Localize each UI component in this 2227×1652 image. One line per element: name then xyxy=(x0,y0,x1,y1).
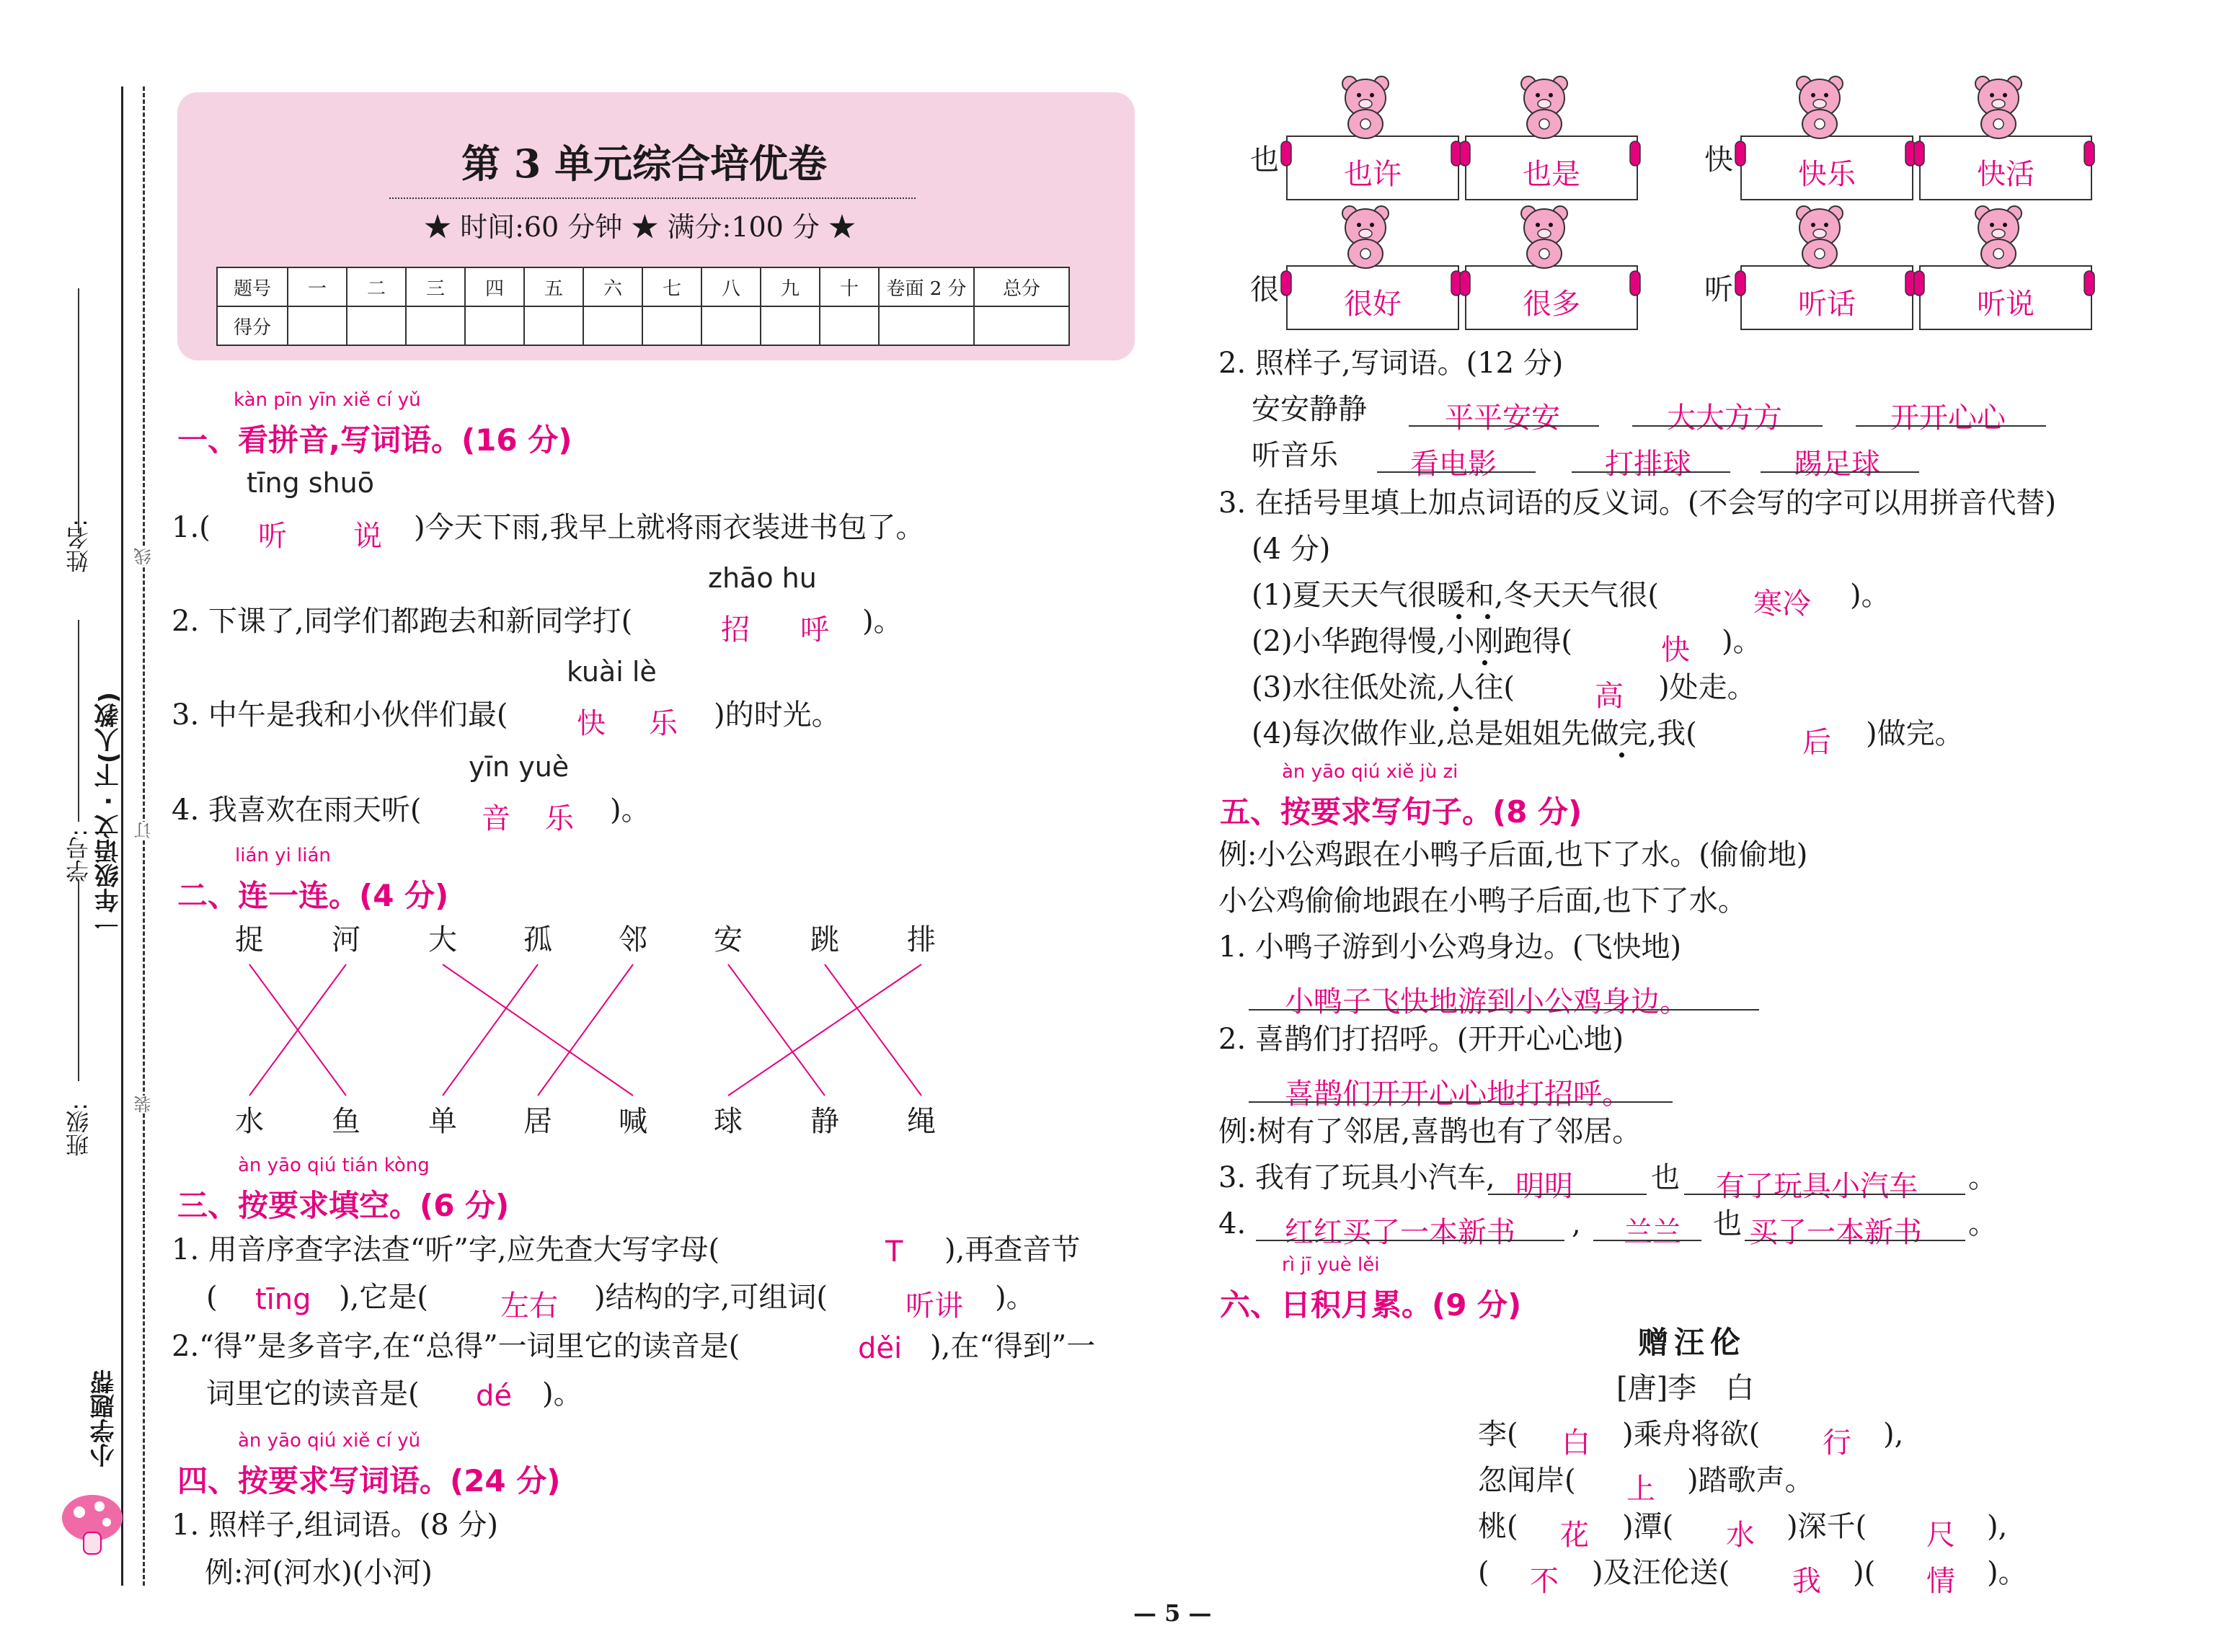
s5-answer-4b[interactable]: 兰兰 xyxy=(1624,1216,1681,1249)
poem-line1: 李( xyxy=(1478,1418,1518,1451)
s5-answer-3a[interactable]: 明明 xyxy=(1515,1170,1573,1203)
s3-answer-word[interactable]: 听讲 xyxy=(906,1289,963,1323)
s3-line2-open: ( xyxy=(206,1281,218,1314)
poem-answer[interactable]: 白 xyxy=(1562,1426,1590,1460)
cut-mark-3: 装 xyxy=(131,1096,156,1113)
poem-line4-mid: )及汪伦送( xyxy=(1592,1556,1730,1589)
match-bottom-4[interactable]: 居 xyxy=(523,1105,552,1138)
s5-answer-4c[interactable]: 买了一本新书 xyxy=(1749,1216,1922,1249)
score-cell: 九 xyxy=(761,267,820,306)
s3-answer-dei[interactable]: děi xyxy=(858,1332,903,1365)
score-cell: 七 xyxy=(642,267,701,306)
q2-text: 2. 下课了,同学们都跑去和新同学打( xyxy=(172,605,633,638)
s3-line2-mid2: )结构的字,可组词( xyxy=(594,1281,828,1314)
q3-answer-1[interactable]: 快 xyxy=(577,707,606,740)
poem-answer[interactable]: 水 xyxy=(1726,1519,1755,1552)
s1-title: 一、看拼音,写词语。(16 分) xyxy=(177,422,572,458)
score-cell: 卷面 2 分 xyxy=(879,267,974,306)
s5-example2: 例:树有了邻居,喜鹊也有了邻居。 xyxy=(1218,1115,1642,1148)
rq3-title: 3. 在括号里填上加点词语的反义词。(不会写的字可以用拼音代替) xyxy=(1218,487,2057,520)
s5-answer-4a[interactable]: 红红买了一本新书 xyxy=(1285,1216,1515,1249)
rq2-title: 2. 照样子,写词语。(12 分) xyxy=(1218,347,1564,380)
s4-q1: 1. 照样子,组词语。(8 分) xyxy=(172,1509,498,1542)
s3-line1-end: ),再查音节 xyxy=(944,1233,1081,1266)
score-cell: 总分 xyxy=(974,267,1069,306)
cut-mark-2: 订 xyxy=(131,822,156,839)
rq3-item2: (2)小华跑得慢,小刚跑得( xyxy=(1252,625,1572,658)
poem-line1-end: ), xyxy=(1883,1418,1904,1451)
emphasis-dot xyxy=(1485,614,1490,619)
answer-line xyxy=(1256,1240,1564,1241)
s5-example1-answer: 小公鸡偷偷地跟在小鸭子后面,也下了水。 xyxy=(1218,884,1747,918)
answer-line xyxy=(1745,1240,1965,1241)
poem-line3: 桃( xyxy=(1478,1510,1518,1543)
poem-line3-mid: )潭( xyxy=(1622,1510,1674,1543)
s4-example: 例:河(河水)(小河) xyxy=(205,1556,433,1589)
rq2-answer-3[interactable]: 开开心心 xyxy=(1890,401,2006,435)
s2-pinyin: lián yi lián xyxy=(235,845,331,866)
rq2-example2: 听音乐 xyxy=(1252,439,1338,472)
q3-close: )的时光。 xyxy=(714,698,841,732)
match-top-5[interactable]: 邻 xyxy=(619,923,647,956)
rq3-item1-end: )。 xyxy=(1850,579,1890,612)
q2-close: )。 xyxy=(862,605,903,638)
match-bottom-3[interactable]: 单 xyxy=(428,1105,457,1138)
match-top-6[interactable]: 安 xyxy=(714,923,743,956)
answer-line xyxy=(1249,1009,1759,1011)
q1-answer-1[interactable]: 听 xyxy=(258,520,287,553)
poem-answer[interactable]: 花 xyxy=(1560,1519,1589,1552)
s3-line4: 词里它的读音是( xyxy=(206,1377,420,1411)
s5-q3-end: 。 xyxy=(1968,1161,1997,1194)
rq2-answer-1[interactable]: 平平安安 xyxy=(1445,401,1560,435)
rq2-answer-5[interactable]: 打排球 xyxy=(1605,448,1691,481)
score-cell: 题号 xyxy=(217,267,288,306)
word-card-label[interactable]: 也是 xyxy=(1523,158,1580,191)
s3-answer-letter[interactable]: T xyxy=(885,1235,903,1269)
rq2-answer-2[interactable]: 大大方方 xyxy=(1667,401,1782,435)
answer-line xyxy=(1409,425,1599,427)
match-top-4[interactable]: 孤 xyxy=(523,923,552,956)
score-cell: 五 xyxy=(524,267,583,306)
s3-answer-de[interactable]: dé xyxy=(476,1380,512,1413)
s5-q4-comma: , xyxy=(1572,1207,1581,1240)
poem-author: [唐]李 白 xyxy=(1616,1372,1755,1405)
poem-answer[interactable]: 上 xyxy=(1626,1473,1655,1506)
match-bottom-2[interactable]: 鱼 xyxy=(332,1105,360,1138)
s6-pinyin: rì jī yuè lěi xyxy=(1282,1254,1380,1276)
s4-title: 四、按要求写词语。(24 分) xyxy=(177,1463,561,1498)
s3-line3: 2.“得”是多音字,在“总得”一词里它的读音是( xyxy=(172,1330,740,1363)
q3-pinyin: kuài lè xyxy=(567,656,657,688)
card-char-hen: 很 xyxy=(1250,273,1279,306)
match-top-8[interactable]: 排 xyxy=(907,923,936,956)
answer-line xyxy=(1572,471,1730,473)
rq3-item4-end: )做完。 xyxy=(1866,717,1964,750)
rq3-item2-end: )。 xyxy=(1722,625,1762,658)
rq3-title-points: (4 分) xyxy=(1252,533,1331,566)
s5-answer-2[interactable]: 喜鹊们开开心心地打招呼。 xyxy=(1285,1078,1631,1111)
emphasis-dot xyxy=(1482,660,1487,665)
answer-line xyxy=(1632,425,1823,427)
cut-mark-1: 线 xyxy=(131,548,156,565)
q4-close: )。 xyxy=(610,794,650,827)
q1-open: 1.( xyxy=(172,511,211,544)
score-cell: 十 xyxy=(820,267,879,306)
q4-pinyin: yīn yuè xyxy=(469,751,570,783)
s3-line1: 1. 用音序查字法查“听”字,应先查大写字母( xyxy=(172,1233,720,1266)
poem-line4-end: )。 xyxy=(1987,1556,2027,1589)
card-char-kuai: 快 xyxy=(1704,143,1733,177)
s4-pinyin: àn yāo qiú xiě cí yǔ xyxy=(238,1430,421,1452)
match-bottom-7[interactable]: 静 xyxy=(810,1105,839,1138)
rq2-answer-6[interactable]: 踢足球 xyxy=(1794,448,1880,481)
s5-answer-3b[interactable]: 有了玩具小汽车 xyxy=(1716,1170,1918,1203)
poem-line4-mid2: )( xyxy=(1853,1556,1876,1589)
emphasis-dot xyxy=(1453,706,1458,711)
brand-label: 小学题帮 xyxy=(90,1369,119,1467)
match-top-1[interactable]: 捉 xyxy=(235,923,264,956)
rq3-answer-1[interactable]: 寒冷 xyxy=(1753,587,1811,621)
score-cell: 四 xyxy=(465,267,524,306)
emphasis-dot xyxy=(1619,752,1624,758)
s5-example1: 例:小公鸡跟在小鸭子后面,也下了水。(偷偷地) xyxy=(1218,838,1808,871)
id-label: 学号: xyxy=(65,829,92,883)
q4-answer-1[interactable]: 音 xyxy=(482,802,510,835)
s2-title: 二、连一连。(4 分) xyxy=(177,878,449,913)
page-title: 第 3 单元综合培优卷 xyxy=(461,141,828,187)
poem-line3-mid2: )深千( xyxy=(1787,1510,1867,1543)
poem-answer[interactable]: 情 xyxy=(1926,1565,1955,1598)
rq3-item3: (3)水往低处流,人往( xyxy=(1252,671,1515,704)
s5-q3-also: 也 xyxy=(1651,1161,1680,1194)
q4-text: 4. 我喜欢在雨天听( xyxy=(172,794,422,827)
rq3-answer-3[interactable]: 高 xyxy=(1595,680,1624,713)
match-top-2[interactable]: 河 xyxy=(332,923,360,956)
score-cell: 二 xyxy=(347,267,406,306)
rq3-item3-end: )处走。 xyxy=(1658,671,1756,704)
poem-line2: 忽闻岸( xyxy=(1478,1464,1576,1497)
match-bottom-8[interactable]: 绳 xyxy=(907,1105,936,1138)
poem-line2-end: )踏歌声。 xyxy=(1687,1464,1814,1497)
answer-line xyxy=(1856,425,2046,427)
word-card-label[interactable]: 很好 xyxy=(1344,288,1402,321)
s3-line2-mid: ),它是( xyxy=(339,1281,428,1314)
s5-answer-1[interactable]: 小鸭子飞快地游到小公鸡身边。 xyxy=(1285,985,1688,1018)
poem-line1-mid: )乘舟将欲( xyxy=(1622,1418,1761,1451)
s3-title: 三、按要求填空。(6 分) xyxy=(177,1188,510,1223)
match-top-7[interactable]: 跳 xyxy=(810,923,839,956)
score-label: 得分 xyxy=(217,306,288,345)
q4-answer-2[interactable]: 乐 xyxy=(545,802,574,835)
s5-q1: 1. 小鸭子游到小公鸡身边。(飞快地) xyxy=(1218,931,1682,964)
s5-pinyin: àn yāo qiú xiě jù zi xyxy=(1282,761,1458,783)
poem-answer[interactable]: 行 xyxy=(1823,1426,1851,1460)
word-card-label[interactable]: 也许 xyxy=(1344,158,1402,191)
rq3-item4: (4)每次做作业,总是姐姐先做完,我( xyxy=(1252,717,1697,750)
answer-line xyxy=(1761,471,1919,473)
exam-info: ★ 时间:60 分钟 ★ 满分:100 分 ★ xyxy=(424,211,856,243)
name-label: 姓名: xyxy=(65,519,92,573)
s3-pinyin: àn yāo qiú tián kòng xyxy=(238,1155,430,1176)
q2-answer-1[interactable]: 招 xyxy=(721,613,750,647)
poem-answer[interactable]: 我 xyxy=(1792,1565,1821,1598)
rq2-answer-4[interactable]: 看电影 xyxy=(1410,448,1497,481)
emphasis-dot xyxy=(1456,614,1461,619)
poem-line4: ( xyxy=(1478,1556,1489,1589)
s5-q4-also: 也 xyxy=(1713,1207,1742,1240)
q1-pinyin: tīng shuō xyxy=(247,467,374,499)
q3-answer-2[interactable]: 乐 xyxy=(649,707,678,740)
score-cell: 八 xyxy=(701,267,761,306)
word-card-label[interactable]: 听说 xyxy=(1977,288,2035,321)
q1-text: )今天下雨,我早上就将雨衣装进书包了。 xyxy=(414,511,925,544)
s5-q4: 4. xyxy=(1218,1207,1247,1240)
word-card-label[interactable]: 听话 xyxy=(1798,288,1856,321)
word-card-label[interactable]: 快乐 xyxy=(1798,158,1856,191)
poem-line3-end: ), xyxy=(1987,1510,2008,1543)
answer-line xyxy=(1684,1194,1965,1195)
q3-text: 3. 中午是我和小伙伴们最( xyxy=(172,698,508,732)
card-char-ye: 也 xyxy=(1250,143,1279,177)
match-top-3[interactable]: 大 xyxy=(428,923,457,956)
s5-q3: 3. 我有了玩具小汽车, xyxy=(1218,1161,1495,1194)
answer-line xyxy=(1377,471,1536,473)
match-bottom-1[interactable]: 水 xyxy=(235,1105,264,1138)
rq3-item1: (1)夏天天气很暖和,冬天天气很( xyxy=(1252,579,1659,612)
s3-line2-end: )。 xyxy=(995,1281,1035,1314)
rq3-answer-4[interactable]: 后 xyxy=(1802,726,1831,759)
q1-answer-2[interactable]: 说 xyxy=(353,520,382,553)
poem-answer[interactable]: 尺 xyxy=(1926,1519,1955,1552)
page-number: — 5 — xyxy=(1133,1599,1212,1627)
match-bottom-6[interactable]: 球 xyxy=(714,1105,743,1138)
score-cell: 三 xyxy=(406,267,465,306)
rq2-example1: 安安静静 xyxy=(1252,393,1367,426)
answer-line xyxy=(1593,1240,1701,1241)
poem-title: 赠汪伦 xyxy=(1638,1325,1747,1360)
s6-title: 六、日积月累。(9 分) xyxy=(1220,1287,1522,1323)
match-bottom-5[interactable]: 喊 xyxy=(619,1105,647,1138)
card-char-ting: 听 xyxy=(1704,273,1733,306)
word-card-label[interactable]: 很多 xyxy=(1523,288,1580,321)
s1-pinyin: kàn pīn yīn xiě cí yǔ xyxy=(234,389,421,411)
s3-answer-syllable[interactable]: tīng xyxy=(255,1283,311,1316)
q2-answer-2[interactable]: 呼 xyxy=(800,613,829,647)
poem-answer[interactable]: 不 xyxy=(1530,1565,1559,1598)
q2-pinyin: zhāo hu xyxy=(708,562,817,594)
s5-q2: 2. 喜鹊们打招呼。(开开心心地) xyxy=(1218,1023,1624,1056)
course-label: 一年级语文 · 下(人教) xyxy=(94,692,123,937)
score-cell: 一 xyxy=(288,267,347,306)
answer-line xyxy=(1488,1194,1647,1195)
s5-q4-end: 。 xyxy=(1968,1207,1997,1240)
s5-title: 五、按要求写句子。(8 分) xyxy=(1220,794,1582,830)
rq3-answer-2[interactable]: 快 xyxy=(1661,634,1690,667)
score-cell: 六 xyxy=(583,267,642,306)
s3-answer-structure[interactable]: 左右 xyxy=(500,1289,558,1323)
class-label: 班级: xyxy=(65,1103,92,1157)
s3-line4-end: )。 xyxy=(542,1377,583,1411)
answer-line xyxy=(1249,1101,1673,1103)
s3-line3-end: ),在“得到”一 xyxy=(930,1330,1096,1363)
word-card-label[interactable]: 快活 xyxy=(1977,158,2035,191)
